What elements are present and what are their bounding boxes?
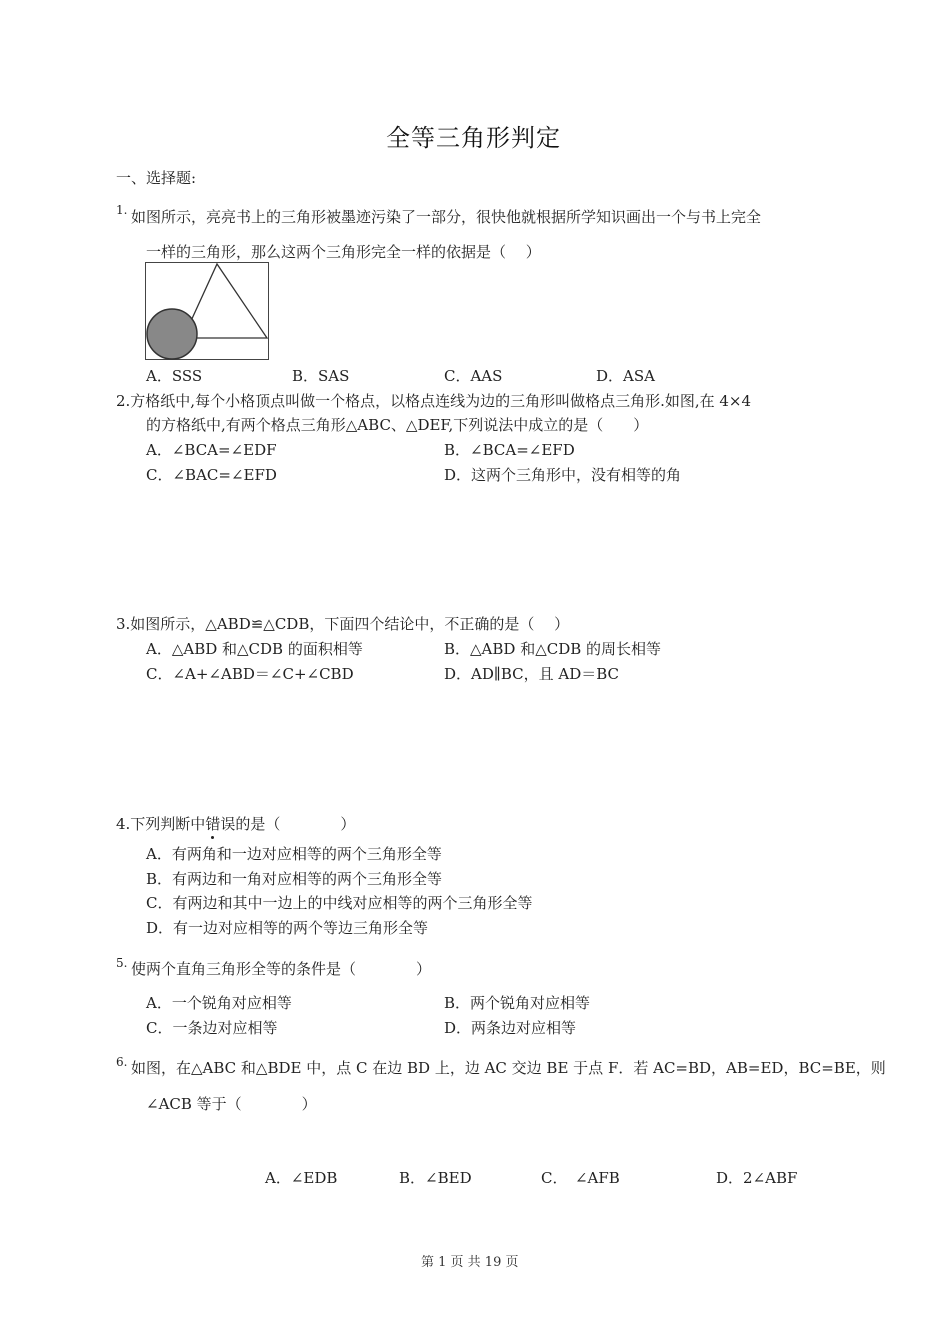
q4-text-pre: 4.下列判断中 (116, 815, 206, 833)
q1-text-line2: 一样的三角形，那么这两个三角形完全一样的依据是（ ） (146, 243, 541, 261)
q3-text-line1: 3.如图所示，△ABD≌△CDB，下面四个结论中，不正确的是（ ） (116, 615, 570, 633)
q6-text-line1: 如图，在△ABC 和△BDE 中，点 C 在边 BD 上，边 AC 交边 BE 于点 F．若 AC=BD，AB=ED，BC=BE，则 (131, 1059, 886, 1077)
q4-option-b: B．有两边和一角对应相等的两个三角形全等 (146, 870, 443, 888)
q6-text-line2: ∠ACB 等于（ ） (146, 1095, 317, 1113)
q1-option-b: B．SAS (292, 367, 350, 385)
q6-option-c: C． ∠AFB (541, 1169, 620, 1187)
q6-option-d: D．2∠ABF (716, 1169, 798, 1187)
q1-text-line1: 如图所示，亮亮书上的三角形被墨迹污染了一部分，很快他就根据所学知识画出一个与书上完全 (131, 208, 762, 226)
q4-text-line1 (116, 814, 355, 834)
q1-figure (145, 262, 269, 360)
q4-text-emphasis: 错 (205, 815, 221, 833)
q1-option-c: C．AAS (444, 367, 503, 385)
q2-option-a: A．∠BCA=∠EDF (146, 441, 277, 459)
q5-option-b: B．两个锐角对应相等 (444, 994, 591, 1012)
q4-text-post: 误的是（ ） (220, 815, 356, 833)
q6-option-b: B．∠BED (399, 1169, 472, 1187)
ink-stain (147, 309, 197, 359)
q5-number: 5. (116, 956, 128, 970)
q3-option-a: A．△ABD 和△CDB 的面积相等 (146, 640, 363, 658)
q4-option-d: D．有一边对应相等的两个等边三角形全等 (146, 919, 429, 937)
q5-option-a: A．一个锐角对应相等 (146, 994, 292, 1012)
q4-option-c: C．有两边和其中一边上的中线对应相等的两个三角形全等 (146, 894, 533, 912)
page-footer: 第 1 页 共 19 页 (421, 1255, 519, 1270)
q3-option-b: B．△ABD 和△CDB 的周长相等 (444, 640, 662, 658)
q3-option-d: D．AD∥BC，且 AD＝BC (444, 665, 619, 683)
page-title: 全等三角形判定 (386, 124, 561, 152)
q5-option-d: D．两条边对应相等 (444, 1019, 577, 1037)
q1-option-d: D．ASA (596, 367, 655, 385)
q5-text-line1: 使两个直角三角形全等的条件是（ ） (131, 960, 432, 978)
q3-option-c: C．∠A+∠ABD＝∠C+∠CBD (146, 665, 354, 683)
q6-number: 6. (116, 1055, 128, 1069)
section-heading: 一、选择题: (116, 169, 197, 187)
q1-number: 1. (116, 203, 128, 217)
q2-option-b: B．∠BCA=∠EFD (444, 441, 575, 459)
q2-option-c: C．∠BAC=∠EFD (146, 466, 277, 484)
q1-option-a: A．SSS (146, 367, 203, 385)
q4-option-a: A．有两角和一边对应相等的两个三角形全等 (146, 845, 442, 863)
q2-text-line2: 的方格纸中,有两个格点三角形△ABC、△DEF,下列说法中成立的是（ ） (146, 416, 649, 434)
q6-option-a: A．∠EDB (265, 1169, 338, 1187)
q2-option-d: D．这两个三角形中，没有相等的角 (444, 466, 682, 484)
stained-triangle-figure (145, 262, 269, 360)
q5-option-c: C．一条边对应相等 (146, 1019, 278, 1037)
q2-text-line1: 2.方格纸中,每个小格顶点叫做一个格点，以格点连线为边的三角形叫做格点三角形.如图,在 4×4 (116, 392, 752, 410)
